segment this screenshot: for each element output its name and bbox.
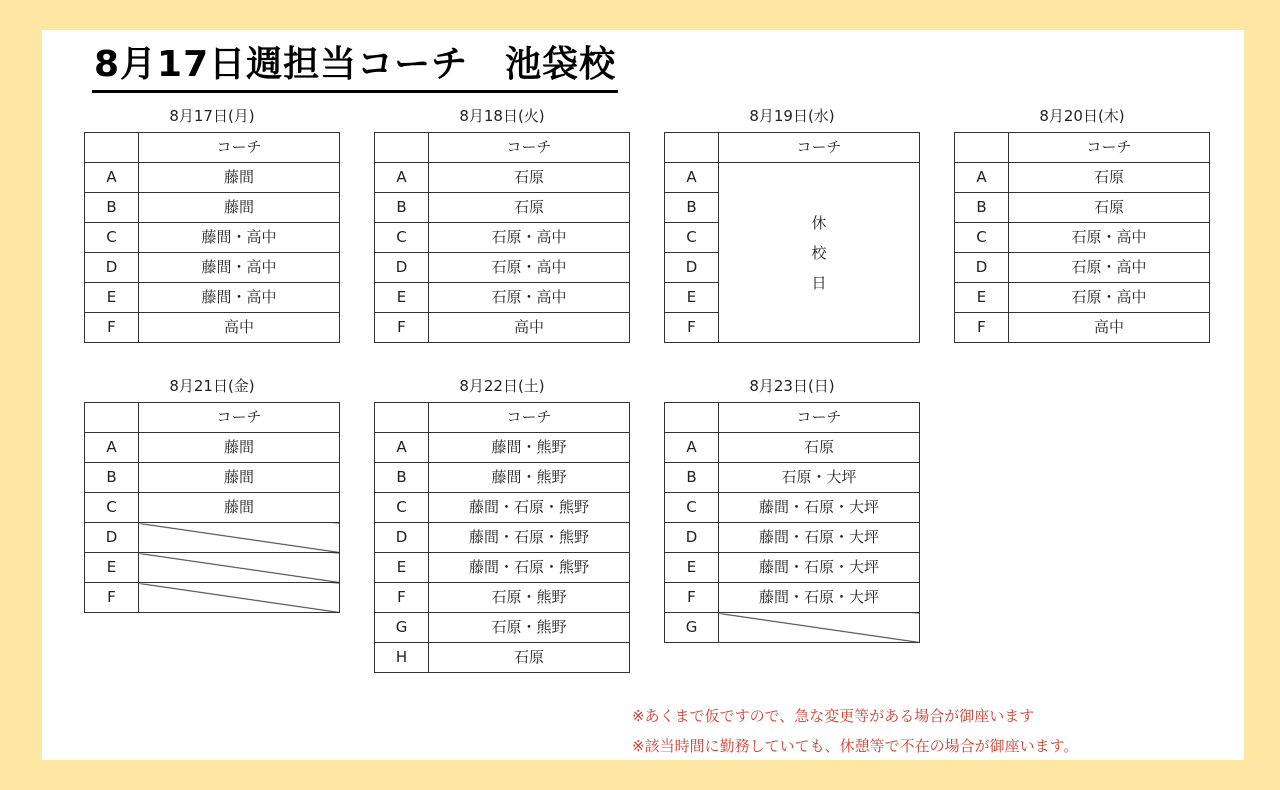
slot-cell: F [85,313,139,343]
day-label: 8月22日(土) [459,377,545,395]
note-tentative: ※あくまで仮ですので、急な変更等がある場合が御座います [632,707,1035,725]
day-table [664,132,920,343]
coach-cell: 藤間・石原・大坪 [719,583,920,613]
table-row [665,163,920,193]
table-row [375,523,630,553]
slot-cell: F [375,313,429,343]
day-table [664,402,920,643]
slot-cell: A [375,433,429,463]
slot-cell: F [955,313,1009,343]
slot-cell: B [85,463,139,493]
table-row [955,313,1210,343]
holiday-char: 校 [811,243,827,262]
table-row [665,493,920,523]
slot-cell: A [375,163,429,193]
table-row [85,283,340,313]
coach-column-header: コーチ [429,403,630,433]
slot-cell: B [375,193,429,223]
coach-cell: 石原・高中 [1009,253,1210,283]
table-row [85,163,340,193]
page-title: 8月17日週担当コーチ 池袋校 [92,40,618,93]
coach-cell: 石原・大坪 [719,463,920,493]
coach-cell: 藤間・石原・熊野 [429,553,630,583]
slot-cell: D [85,523,139,553]
slot-cell: D [955,253,1009,283]
day-label: 8月19日(水) [749,107,835,125]
slot-cell: E [375,553,429,583]
slot-cell: D [85,253,139,283]
slot-cell: E [85,553,139,583]
coach-cell: 石原・熊野 [429,583,630,613]
table-row [375,433,630,463]
slot-cell: C [665,223,719,253]
table-row [955,223,1210,253]
table-row [665,553,920,583]
table-row [85,523,340,553]
coach-column-header: コーチ [1009,133,1210,163]
day-label: 8月21日(金) [169,377,255,395]
table-row [665,583,920,613]
coach-cell: 藤間・石原・大坪 [719,523,920,553]
day-table [374,132,630,343]
day-label: 8月20日(木) [1039,107,1125,125]
header-row [375,133,630,163]
holiday-cell [719,163,920,343]
table-row [665,523,920,553]
coach-cell: 藤間 [139,433,340,463]
table-row [85,463,340,493]
table-row [375,493,630,523]
table-row [85,433,340,463]
slot-cell: D [375,253,429,283]
coach-cell: 藤間・石原・大坪 [719,493,920,523]
note-absence: ※該当時間に勤務していても、休憩等で不在の場合が御座います。 [632,737,1079,755]
slot-cell: A [955,163,1009,193]
header-blank-cell [955,133,1009,163]
coach-cell: 高中 [429,313,630,343]
coach-cell: 藤間・熊野 [429,433,630,463]
slot-cell: E [85,283,139,313]
empty-slashed-cell [139,553,340,583]
day-table [84,132,340,343]
coach-cell: 石原・高中 [429,283,630,313]
coach-cell: 高中 [1009,313,1210,343]
table-row [375,193,630,223]
slot-cell: B [375,463,429,493]
slot-cell: G [665,613,719,643]
coach-cell: 藤間・高中 [139,223,340,253]
empty-slashed-cell [139,583,340,613]
table-row [955,193,1210,223]
slot-cell: E [375,283,429,313]
day-table [84,402,340,613]
header-row [955,133,1210,163]
table-row [375,613,630,643]
header-blank-cell [85,403,139,433]
coach-cell: 藤間・高中 [139,283,340,313]
coach-cell: 石原・熊野 [429,613,630,643]
table-row [375,583,630,613]
table-row [85,313,340,343]
table-row [85,223,340,253]
table-row [665,613,920,643]
coach-cell: 藤間・石原・大坪 [719,553,920,583]
header-blank-cell [665,403,719,433]
table-row [85,493,340,523]
slot-cell: C [85,223,139,253]
coach-cell: 藤間・熊野 [429,463,630,493]
slot-cell: B [665,463,719,493]
header-row [665,403,920,433]
coach-column-header: コーチ [429,133,630,163]
day-label: 8月17日(月) [169,107,255,125]
table-row [85,583,340,613]
slot-cell: A [85,433,139,463]
coach-cell: 石原 [719,433,920,463]
slot-cell: B [85,193,139,223]
slot-cell: A [665,433,719,463]
table-row [375,223,630,253]
slot-cell: C [85,493,139,523]
slot-cell: G [375,613,429,643]
coach-cell: 石原・高中 [1009,283,1210,313]
coach-cell: 石原 [1009,163,1210,193]
table-row [375,553,630,583]
table-row [85,193,340,223]
table-row [375,163,630,193]
slot-cell: C [375,493,429,523]
coach-cell: 高中 [139,313,340,343]
coach-cell: 石原・高中 [429,223,630,253]
slot-cell: A [665,163,719,193]
slot-cell: H [375,643,429,673]
header-blank-cell [85,133,139,163]
slot-cell: E [665,283,719,313]
slot-cell: D [375,523,429,553]
coach-column-header: コーチ [719,133,920,163]
header-row [665,133,920,163]
empty-slashed-cell [139,523,340,553]
table-row [955,163,1210,193]
slot-cell: F [85,583,139,613]
header-row [85,133,340,163]
coach-cell: 藤間 [139,193,340,223]
coach-cell: 石原・高中 [1009,223,1210,253]
header-blank-cell [665,133,719,163]
slot-cell: F [665,313,719,343]
table-row [665,463,920,493]
coach-cell: 藤間 [139,493,340,523]
header-row [85,403,340,433]
header-blank-cell [375,133,429,163]
coach-cell: 石原 [429,643,630,673]
coach-cell: 藤間 [139,463,340,493]
slot-cell: D [665,523,719,553]
coach-column-header: コーチ [719,403,920,433]
slot-cell: F [665,583,719,613]
table-row [955,283,1210,313]
table-row [375,253,630,283]
table-row [955,253,1210,283]
table-row [85,253,340,283]
header-blank-cell [375,403,429,433]
slot-cell: C [665,493,719,523]
empty-slashed-cell [719,613,920,643]
table-row [375,283,630,313]
coach-cell: 石原・高中 [429,253,630,283]
slot-cell: C [955,223,1009,253]
table-row [375,643,630,673]
coach-cell: 石原 [1009,193,1210,223]
coach-cell: 藤間・石原・熊野 [429,493,630,523]
holiday-char: 日 [811,273,827,292]
coach-cell: 藤間・高中 [139,253,340,283]
table-row [375,463,630,493]
slot-cell: F [375,583,429,613]
table-row [375,313,630,343]
slot-cell: D [665,253,719,283]
coach-cell: 藤間・石原・熊野 [429,523,630,553]
slot-cell: E [955,283,1009,313]
day-label: 8月23日(日) [749,377,835,395]
slot-cell: C [375,223,429,253]
coach-cell: 石原 [429,193,630,223]
table-row [85,553,340,583]
day-table [954,132,1210,343]
header-row [375,403,630,433]
coach-column-header: コーチ [139,403,340,433]
day-table [374,402,630,673]
table-row [665,433,920,463]
coach-column-header: コーチ [139,133,340,163]
holiday-char: 休 [811,213,827,232]
slot-cell: B [665,193,719,223]
slot-cell: A [85,163,139,193]
coach-cell: 藤間 [139,163,340,193]
slot-cell: B [955,193,1009,223]
day-label: 8月18日(火) [459,107,545,125]
coach-cell: 石原 [429,163,630,193]
slot-cell: E [665,553,719,583]
